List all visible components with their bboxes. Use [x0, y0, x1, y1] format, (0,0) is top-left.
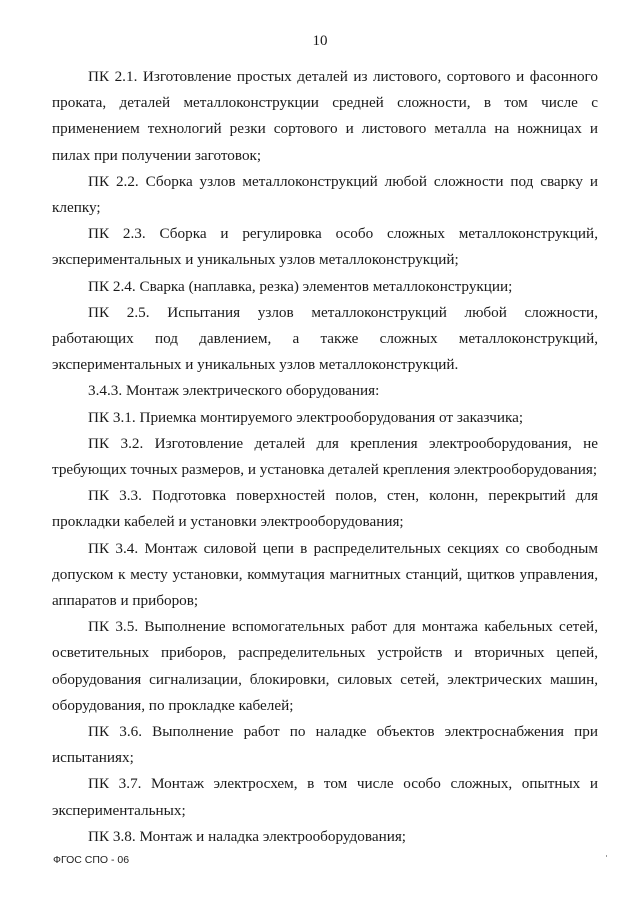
document-body	[52, 64, 598, 850]
paragraph-pk-3-6: ПК 3.6. Выполнение работ по наладке объектов электроснабжения при испытаниях;	[52, 723, 598, 767]
paragraph-pk-3-1: ПК 3.1. Приемка монтируемого электрооборудования от заказчика;	[88, 408, 524, 426]
paragraph-pk-2-1: ПК 2.1. Изготовление простых деталей из листового, сортового и фасонного проката, деталей металлоконструкции средней сложности, в том числе с применением технологий резки сортового и листового металла на ножницах и пилах при получении заготовок;	[52, 68, 598, 164]
paragraph-pk-3-5: ПК 3.5. Выполнение вспомогательных работ для монтажа кабельных сетей, осветительных приборов, распределительных устройств и вторичных цепей, оборудования сигнализации, блокировки, силовых сетей, электрических машин, оборудования, по прокладке кабелей;	[52, 618, 598, 714]
page-number: 10	[312, 33, 328, 49]
paragraph-pk-3-4: ПК 3.4. Монтаж силовой цепи в распределительных секциях со свободным допуском к месту установки, коммутация магнитных станций, щитков управления, аппаратов и приборов;	[52, 539, 598, 610]
paragraph-pk-2-5: ПК 2.5. Испытания узлов металлоконструкций любой сложности, работающих под давлением, а также сложных металлоконструкций, экспериментальных и уникальных узлов металлоконструкций.	[52, 303, 598, 374]
paragraph-pk-2-3: ПК 2.3. Сборка и регулировка особо сложных металлоконструкций, экспериментальных и уникальных узлов металлоконструкций;	[52, 225, 598, 269]
paragraph-pk-2-4: ПК 2.4. Сварка (наплавка, резка) элементов металлоконструкции;	[88, 277, 513, 295]
footer-label: ФГОС СПО - 06	[53, 854, 130, 866]
paragraph-pk-3-8: ПК 3.8. Монтаж и наладка электрооборудования;	[88, 827, 407, 845]
paragraph-pk-3-7: ПК 3.7. Монтаж электросхем, в том числе особо сложных, опытных и экспериментальных;	[52, 775, 598, 819]
paragraph-pk-2-2: ПК 2.2. Сборка узлов металлоконструкций любой сложности под сварку и клепку;	[52, 172, 598, 217]
section-heading-3-4-3: 3.4.3. Монтаж электрического оборудования:	[88, 382, 380, 400]
scan-speck	[606, 855, 607, 857]
paragraph-pk-3-2: ПК 3.2. Изготовление деталей для крепления электрооборудования, не требующих точных размеров, и установка деталей крепления электрооборудования;	[52, 434, 598, 479]
paragraph-pk-3-3: ПК 3.3. Подготовка поверхностей полов, стен, колонн, перекрытий для прокладки кабелей и установки электрооборудования;	[52, 487, 598, 531]
